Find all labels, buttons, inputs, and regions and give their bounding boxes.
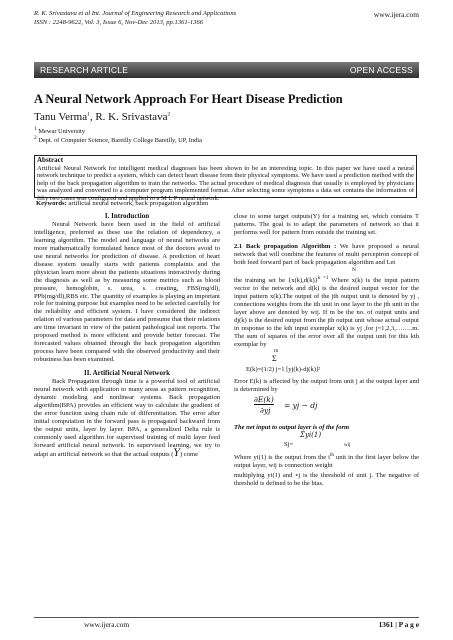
- section-2-heading: II. Artificial Neural Network: [84, 369, 170, 378]
- sj-label: Sj=: [284, 441, 294, 449]
- affiliation-2-text: Dept. of Computer Science, Bareilly College Bareilly, UP, India: [36, 137, 202, 145]
- affiliation-2-sup: 2: [34, 135, 37, 141]
- where-paragraph: [234, 452, 419, 470]
- net-input-equation: [234, 432, 419, 452]
- ann-y-symbol: Y: [173, 447, 181, 459]
- bpa-heading: 2.1 Back propagation Algorithm :: [234, 242, 337, 250]
- sigma-symbol: Σ: [272, 354, 277, 364]
- abstract-label: Abstract: [37, 156, 64, 164]
- bpa-paragraph: [234, 243, 419, 267]
- bpa-text: We have proposed a neural network that will combine the features of multi perceptron concept of both feed forward part of back propagation algorithm and Let: [234, 242, 419, 266]
- sum-yi: Σyi(1): [300, 431, 322, 440]
- page-footer: [34, 617, 419, 632]
- research-article-label: RESEARCH ARTICLE: [40, 65, 129, 75]
- derivative-numerator: ∂E(k): [254, 395, 274, 405]
- ann-text-end: ) come: [180, 450, 199, 458]
- training-set-paragraph: [234, 275, 419, 349]
- n-superscript-row: [234, 267, 419, 275]
- keywords-label: Keywords:: [36, 200, 67, 207]
- ann-text: Back Propagation through time is a powerful tool of artificial neural network with application to many areas as pattern recognition, dynamic modeling and nonlinear systems. Back propagation algorithm(BPA) provides an efficient way to calculate the gradient of the error function using chain rule of differentiation. The error after initial computation in the forward pass is propagated backward from the output units, layer by layer. BPA, a generalized Delta rule is commonly used algorithm for supervised training of multi layer feed forward artificial neural network. In supervised learning, we try to adapt an artificial network so that the actual outputs (: [34, 378, 220, 458]
- th-sup: th: [330, 453, 334, 459]
- k-range: k =1: [317, 275, 329, 281]
- where-text-2: unit in the first layer below the output layer, wij is connection weight: [234, 454, 419, 470]
- abstract-box: [34, 155, 417, 202]
- citation-line-2: ISSN : 2248-9622, Vol. 3, Issue 6, Nov-Dec 2013, pp.1361-1366: [34, 18, 204, 26]
- authors: [34, 111, 170, 123]
- derivative-equation: [234, 394, 419, 420]
- training-set-text: the training set be {x(k),d(k)}: [234, 276, 318, 284]
- training-set-text-2: Where x(k) is the input pattern vector to the network and d(k) is the desired output vector for the input pattern x(k).The output of the jth output unit is denoted by yj , connections weights from the ith unit in one layer to the jth unit in the layer above are denoted by wij. If m be the no. of output units and dj(k) is the desired output from the jth output unit whose actual output in response to the kth input exemplar x(k) is yj ,for j=1,2,3,……..m. The sum of squares of the error over all the output unit for this kth exemplar by: [234, 276, 419, 348]
- article-type-ribbon: [34, 62, 419, 78]
- right-paragraph-1: close to some target outputs(Y) for a training set, which contains T patterns. The goal is to adapt the parameters of network so that it performs well for pattern from outside the training set.: [234, 213, 419, 236]
- open-access-label: OPEN ACCESS: [349, 65, 413, 75]
- wij-term: wij: [344, 443, 351, 449]
- paper-title: A Neural Network Approach For Heart Disease Prediction: [34, 92, 343, 106]
- derivative-denominator: ∂yj: [260, 406, 271, 416]
- ek-equation: E(k)=(1/2) j=1 [yj(k)-dj(k)]²: [246, 366, 321, 374]
- author-2-sup: 2: [167, 111, 171, 118]
- section-1-heading: I. Introduction: [104, 212, 150, 220]
- journal-citation: [34, 10, 236, 27]
- abstract-text: Artificial Neural Network for intelligent medical diagnoses has been shown to be an interesting topic. In this paper we have used a neural network technique to predict a system, which can detect heart disease from their physical symptoms. We have used a prediction method with the help of the back propagation algorithm to train the networks. The actual procedure of medical diagnosis that usually is employed by physicians was analyzed and converted to a computer program implemented format. After selecting some symptoms a data set contains the information of fifty two cases was configured and applied to a M L P neural network.: [37, 164, 414, 202]
- error-paragraph: Error E(k) is affected by the output from unit j at the output layer and is determined by: [234, 378, 419, 394]
- author-1-sup: 1: [87, 111, 90, 118]
- affiliation-1-text: Mewar University: [36, 128, 86, 136]
- journal-url[interactable]: www.ijera.com: [373, 10, 419, 19]
- author-2: , R. K. Srivastava: [89, 111, 168, 123]
- keywords: [36, 200, 208, 207]
- net-input-heading: The net input to output layer is of the form: [234, 424, 350, 432]
- where-text: Where yi(1) is the output from the i: [234, 454, 330, 462]
- affiliation-1-sup: 1: [34, 126, 37, 132]
- left-column: [34, 213, 220, 459]
- affiliation-2: [34, 134, 202, 145]
- footer-url[interactable]: www.ijera.com: [84, 620, 130, 629]
- right-column: [234, 213, 419, 488]
- derivative-rhs: = yj − dj: [284, 401, 318, 411]
- ann-paragraph: [34, 378, 220, 459]
- author-1: Tanu Verma: [34, 111, 88, 123]
- error-equation: [234, 348, 419, 378]
- intro-paragraph: Neural Network have been used in the field of artificial intelligence, preferred as these use the relation of dependency, a learning algorithm. The model and language of neural networks are more mathematically formulated hence most of the doctors avoid to use neural networks for prediction of disease. A prediction of heart disease system usually starts with patients complaints and the physician learn more about the patients situations interactively during the diagnosis as well as by measuring some metrics such as blood pressure, hemoglobin, s. urea, s. creating, FBS(mg/dl), PPb(mg/dl),RBS etc. The quantity of examples is playing an important role for training purpose but examples need to be selected carefully for the reliability and efficient system. I have considered the indirect relation of various parameters for data and presume that their relations are time invariant in view of the patient pathological test reports. The proposed method is more efficient and provide better forecast. The forecasted values obtained through the back propagation algorithm process have been compared with the observed productivity and their robustness has been examined.: [34, 220, 220, 364]
- multiplying-paragraph: multiplying yi(1) and ∘j is the threshold of unit j. The negative of threshold is defined to be the bias.: [234, 472, 419, 488]
- citation-line-1: R. K. Srivastava et al Int. Journal of Engineering Research and Applications: [34, 10, 237, 17]
- page-number: 1361 | P a g e: [378, 620, 419, 629]
- keywords-text: artificial neural network, back propagation algorithm: [66, 200, 209, 207]
- n-upper-limit: N: [352, 266, 356, 273]
- m-upper-limit: m: [274, 348, 279, 355]
